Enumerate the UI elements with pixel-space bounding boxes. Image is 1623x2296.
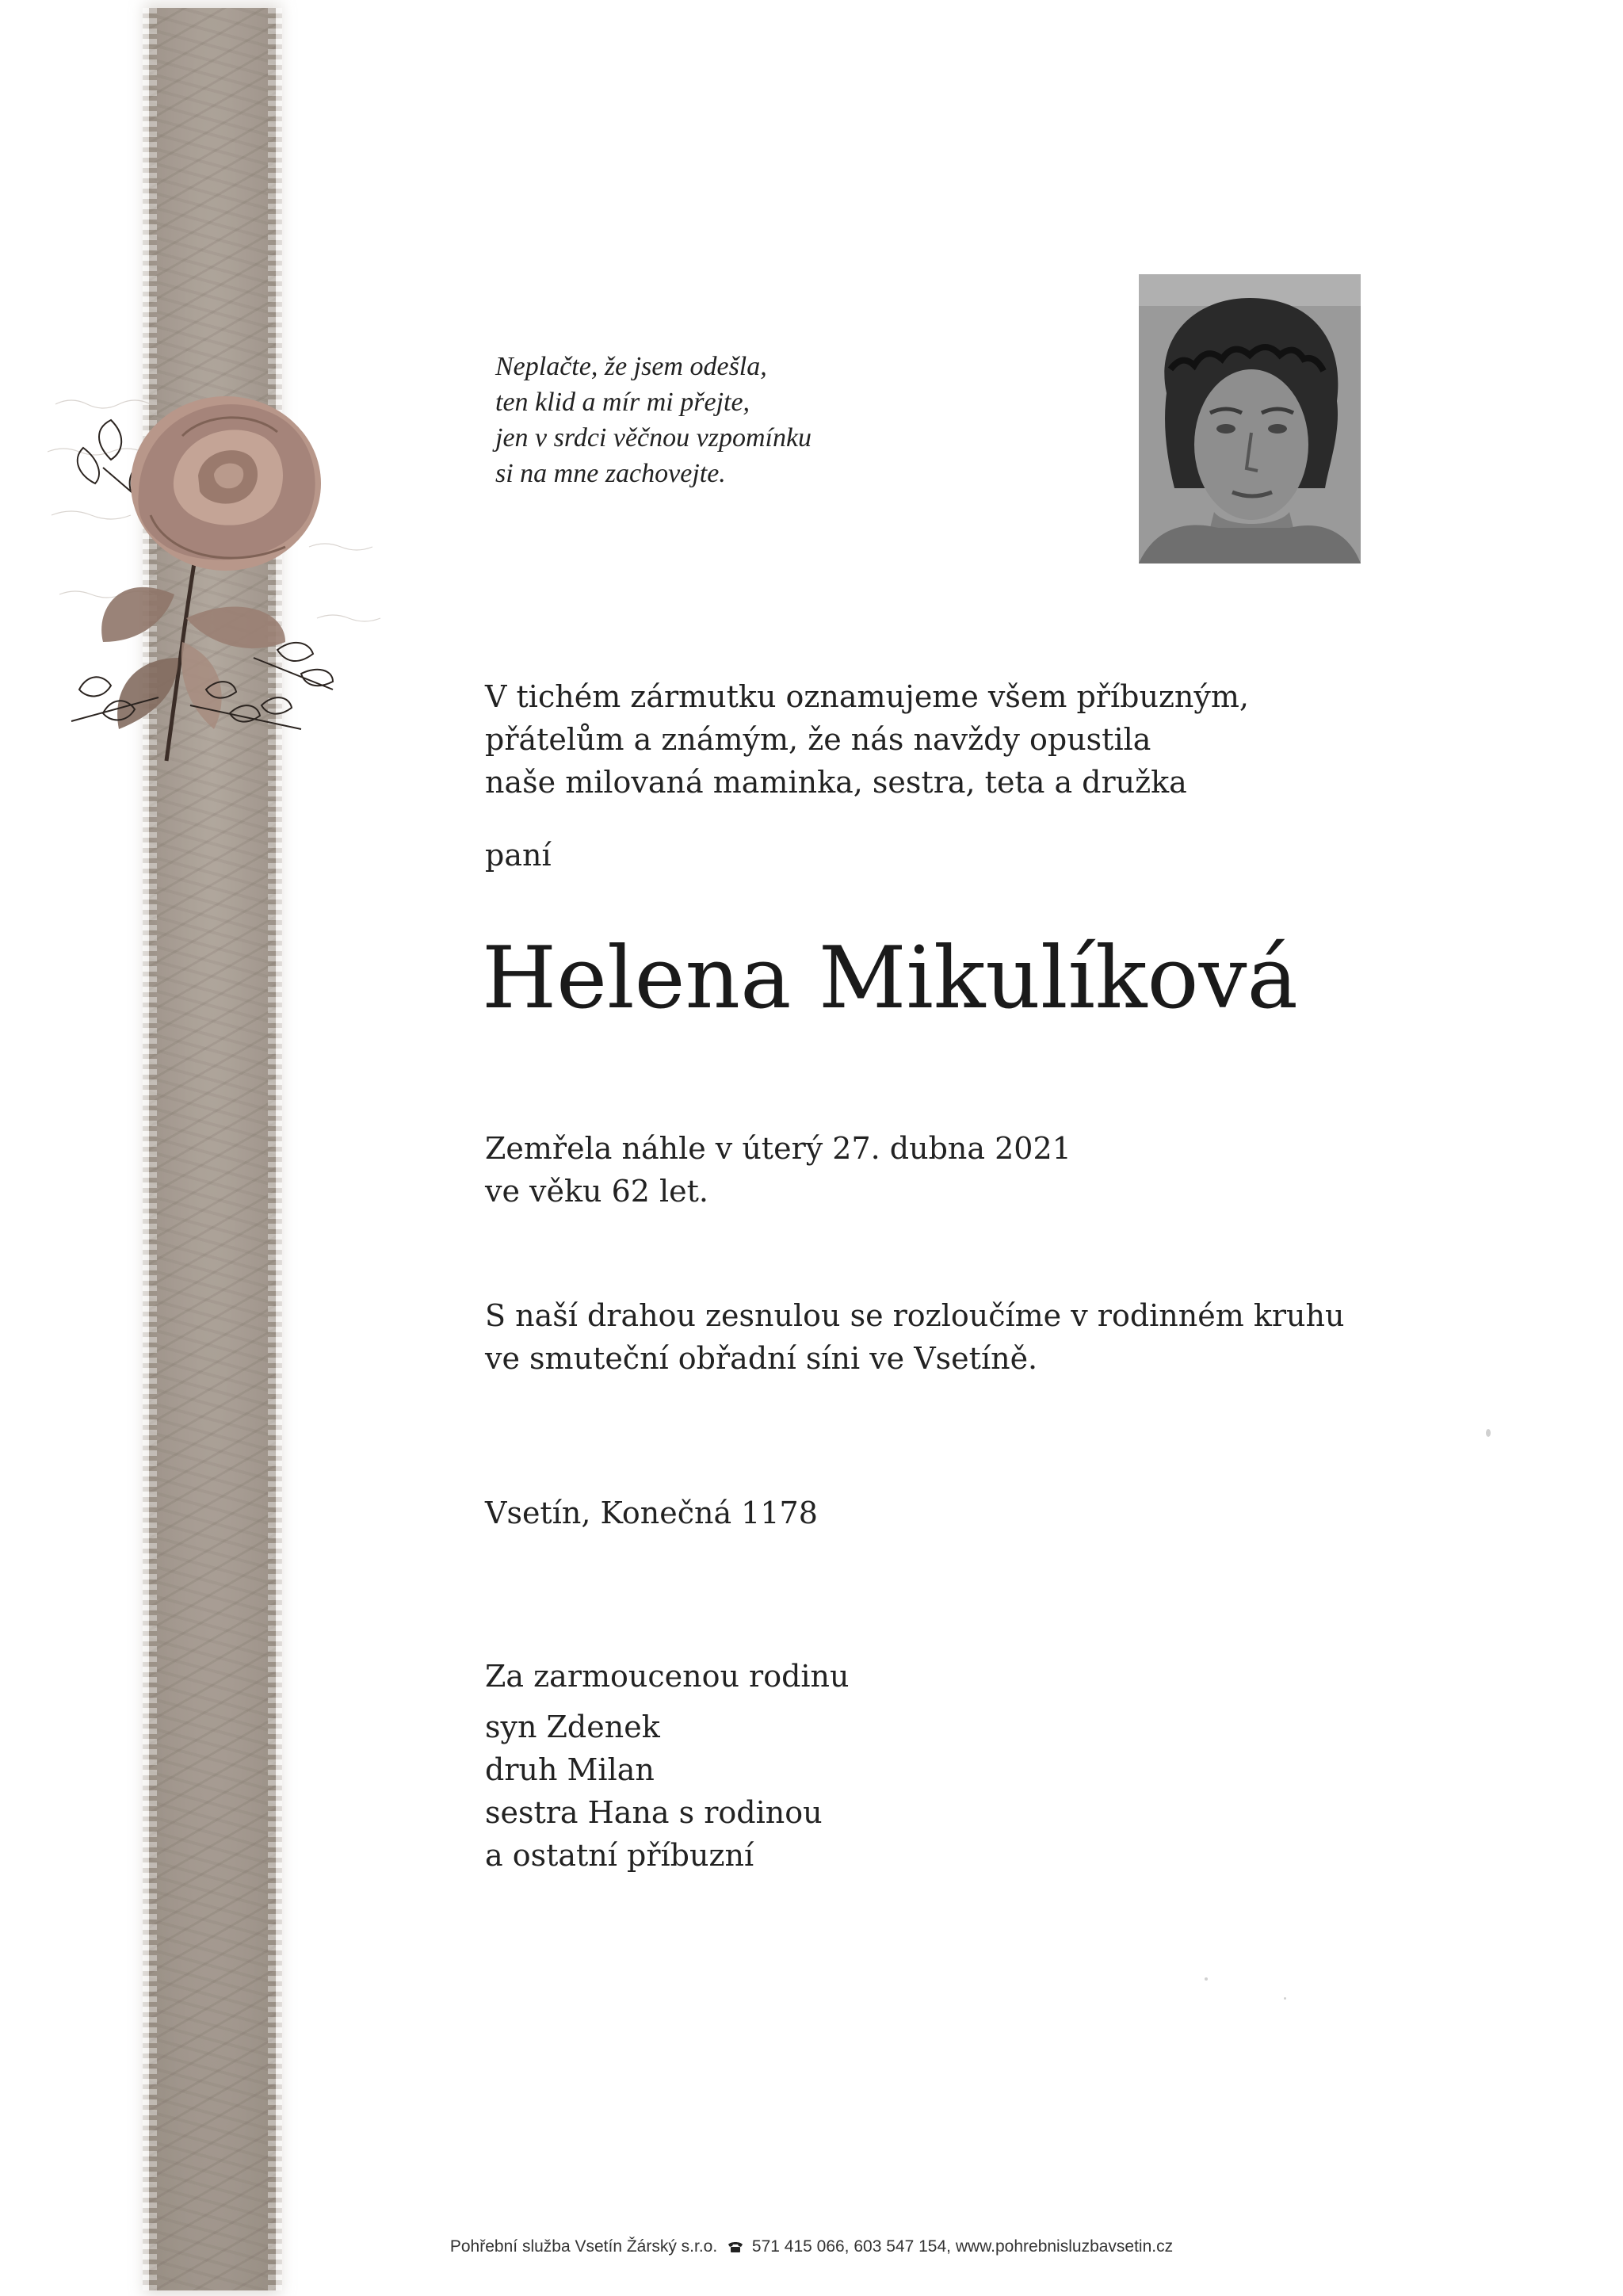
scan-speck [1205, 1977, 1208, 1981]
footer-website[interactable]: www.pohrebnisluzbavsetin.cz [955, 2237, 1174, 2256]
portrait-photo [1139, 274, 1361, 563]
family-member: sestra Hana s rodinou [485, 1795, 823, 1830]
deceased-name: Helena Mikulíková [482, 929, 1298, 1028]
announcement-line: naše milovaná maminka, sestra, teta a družka [485, 765, 1187, 800]
farewell-line: ve smuteční obřadní síni ve Vsetíně. [485, 1341, 1038, 1376]
footer-company: Pohřební služba Vsetín Žárský s.r.o. [449, 2237, 718, 2256]
verse-line: si na mne zachovejte. [495, 459, 726, 488]
verse-line: jen v srdci věčnou vzpomínku [495, 423, 812, 453]
footer [0, 2237, 1623, 2256]
announcement-line: V tichém zármutku oznamujeme všem příbuzným, [485, 679, 1249, 714]
footer-phones: 571 415 066, 603 547 154, [751, 2237, 951, 2256]
decorative-ribbon [149, 8, 276, 2290]
scan-speck [1284, 1997, 1286, 2000]
scan-speck [1486, 1429, 1491, 1437]
death-info-line: ve věku 62 let. [485, 1174, 708, 1209]
family-member: druh Milan [485, 1752, 655, 1787]
farewell-line: S naší drahou zesnulou se rozloučíme v rodinném kruhu [485, 1298, 1345, 1333]
announcement [485, 675, 1249, 804]
verse-line: ten klid a mír mi přejte, [495, 388, 750, 417]
rose-icon [48, 357, 412, 769]
family-member: a ostatní příbuzní [485, 1838, 754, 1873]
phone-icon [727, 2239, 744, 2252]
death-info-line: Zemřela náhle v úterý 27. dubna 2021 [485, 1131, 1071, 1166]
family-members [485, 1706, 823, 1877]
announcement-line: přátelům a známým, že nás navždy opustila [485, 722, 1151, 757]
family-lead: Za zarmoucenou rodinu [485, 1659, 850, 1694]
family-member: syn Zdenek [485, 1710, 660, 1744]
verse-line: Neplačte, že jsem odešla, [495, 352, 767, 381]
death-info [485, 1127, 1071, 1213]
memorial-verse [495, 349, 907, 491]
honorific: paní [485, 838, 552, 873]
address: Vsetín, Konečná 1178 [485, 1496, 818, 1530]
farewell-info [485, 1294, 1344, 1380]
